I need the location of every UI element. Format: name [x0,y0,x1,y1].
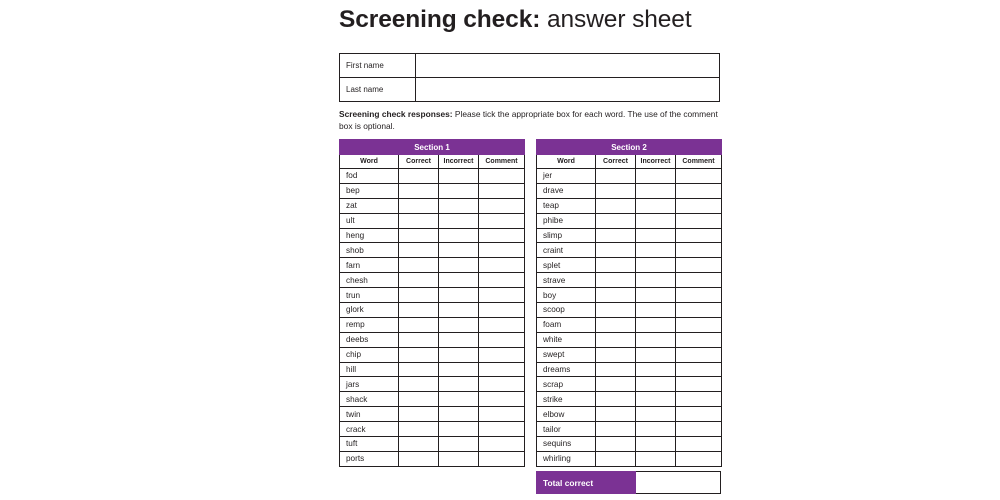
correct-checkbox[interactable] [596,303,636,318]
incorrect-checkbox[interactable] [636,198,676,213]
incorrect-checkbox[interactable] [636,213,676,228]
word-row [340,362,525,377]
comment-field[interactable] [676,288,722,303]
correct-checkbox[interactable] [399,407,439,422]
comment-field[interactable] [479,169,525,184]
word-row [537,169,722,184]
word-cell: foam [537,317,596,332]
incorrect-checkbox[interactable] [439,303,479,318]
incorrect-checkbox[interactable] [636,228,676,243]
word-row [537,347,722,362]
incorrect-checkbox[interactable] [636,362,676,377]
word-row [537,317,722,332]
word-row [340,407,525,422]
comment-field[interactable] [676,451,722,466]
word-cell: boy [537,288,596,303]
word-row [340,213,525,228]
word-row [340,422,525,437]
incorrect-checkbox[interactable] [636,258,676,273]
incorrect-checkbox[interactable] [439,451,479,466]
word-cell: shob [340,243,399,258]
incorrect-checkbox[interactable] [636,347,676,362]
incorrect-checkbox[interactable] [636,437,676,452]
word-cell: strave [537,273,596,288]
incorrect-checkbox[interactable] [636,273,676,288]
word-cell: ports [340,451,399,466]
incorrect-checkbox[interactable] [636,422,676,437]
word-cell: scoop [537,303,596,318]
comment-field[interactable] [676,422,722,437]
word-row [340,392,525,407]
comment-field[interactable] [479,228,525,243]
total-correct-field[interactable] [636,472,721,494]
column-header-word: Word [340,155,399,169]
incorrect-checkbox[interactable] [439,332,479,347]
comment-field[interactable] [676,198,722,213]
correct-checkbox[interactable] [596,288,636,303]
correct-checkbox[interactable] [596,451,636,466]
comment-field[interactable] [676,303,722,318]
incorrect-checkbox[interactable] [439,213,479,228]
section-2-title: Section 2 [537,140,722,155]
word-row [340,451,525,466]
word-cell: jars [340,377,399,392]
comment-field[interactable] [479,451,525,466]
word-cell: shack [340,392,399,407]
instructions [339,109,719,132]
incorrect-checkbox[interactable] [439,377,479,392]
word-cell: tuft [340,437,399,452]
correct-checkbox[interactable] [596,347,636,362]
word-row [537,273,722,288]
incorrect-checkbox[interactable] [636,392,676,407]
incorrect-checkbox[interactable] [439,243,479,258]
comment-field[interactable] [479,273,525,288]
incorrect-checkbox[interactable] [636,317,676,332]
first-name-field[interactable] [416,54,720,78]
correct-checkbox[interactable] [596,258,636,273]
total-correct-label: Total correct [537,472,636,494]
word-cell: farn [340,258,399,273]
word-cell: scrap [537,377,596,392]
incorrect-checkbox[interactable] [439,362,479,377]
comment-field[interactable] [479,362,525,377]
correct-checkbox[interactable] [596,392,636,407]
instructions-heading: Screening check responses: [339,109,453,119]
correct-checkbox[interactable] [399,183,439,198]
column-header-incorrect: Incorrect [439,155,479,169]
comment-field[interactable] [676,377,722,392]
incorrect-checkbox[interactable] [439,392,479,407]
comment-field[interactable] [676,273,722,288]
incorrect-checkbox[interactable] [636,169,676,184]
word-row [537,362,722,377]
incorrect-checkbox[interactable] [439,407,479,422]
word-cell: dreams [537,362,596,377]
correct-checkbox[interactable] [596,213,636,228]
incorrect-checkbox[interactable] [439,183,479,198]
comment-field[interactable] [676,228,722,243]
word-row [537,437,722,452]
word-cell: twin [340,407,399,422]
incorrect-checkbox[interactable] [636,183,676,198]
correct-checkbox[interactable] [596,362,636,377]
column-header-correct: Correct [399,155,439,169]
comment-field[interactable] [479,347,525,362]
incorrect-checkbox[interactable] [439,317,479,332]
word-cell: bep [340,183,399,198]
correct-checkbox[interactable] [596,407,636,422]
page-title-bold: Screening check: [339,6,541,33]
word-row [537,213,722,228]
incorrect-checkbox[interactable] [439,273,479,288]
word-cell: chesh [340,273,399,288]
correct-checkbox[interactable] [399,288,439,303]
instructions-text: Please tick the appropriate box for each word. The use of the comment box is optional. [339,109,718,131]
incorrect-checkbox[interactable] [439,258,479,273]
section-1-body [340,169,525,467]
comment-field[interactable] [479,183,525,198]
word-row [340,228,525,243]
incorrect-checkbox[interactable] [439,198,479,213]
word-row [537,198,722,213]
section-2-table [536,139,722,467]
word-row [537,258,722,273]
column-header-correct: Correct [596,155,636,169]
word-row [340,243,525,258]
word-cell: remp [340,317,399,332]
column-header-comment: Comment [479,155,525,169]
word-cell: strike [537,392,596,407]
comment-field[interactable] [479,288,525,303]
correct-checkbox[interactable] [399,303,439,318]
word-row [340,169,525,184]
correct-checkbox[interactable] [596,273,636,288]
word-row [537,288,722,303]
word-cell: sequins [537,437,596,452]
incorrect-checkbox[interactable] [636,377,676,392]
correct-checkbox[interactable] [596,317,636,332]
incorrect-checkbox[interactable] [439,169,479,184]
word-cell: elbow [537,407,596,422]
word-cell: teap [537,198,596,213]
word-cell: hill [340,362,399,377]
word-cell: glork [340,303,399,318]
incorrect-checkbox[interactable] [439,422,479,437]
correct-checkbox[interactable] [399,169,439,184]
correct-checkbox[interactable] [399,392,439,407]
column-header-word: Word [537,155,596,169]
correct-checkbox[interactable] [596,422,636,437]
comment-field[interactable] [676,347,722,362]
correct-checkbox[interactable] [399,347,439,362]
comment-field[interactable] [479,317,525,332]
correct-checkbox[interactable] [399,437,439,452]
incorrect-checkbox[interactable] [636,451,676,466]
word-cell: drave [537,183,596,198]
comment-field[interactable] [676,317,722,332]
comment-field[interactable] [479,437,525,452]
correct-checkbox[interactable] [399,422,439,437]
word-row [340,273,525,288]
comment-field[interactable] [479,407,525,422]
incorrect-checkbox[interactable] [636,407,676,422]
incorrect-checkbox[interactable] [439,288,479,303]
comment-field[interactable] [676,392,722,407]
section-1-table [339,139,525,467]
comment-field[interactable] [479,243,525,258]
correct-checkbox[interactable] [399,273,439,288]
comment-field[interactable] [479,377,525,392]
comment-field[interactable] [479,422,525,437]
last-name-field[interactable] [416,78,720,102]
correct-checkbox[interactable] [399,451,439,466]
correct-checkbox[interactable] [399,228,439,243]
word-cell: fod [340,169,399,184]
correct-checkbox[interactable] [399,258,439,273]
word-row [537,228,722,243]
correct-checkbox[interactable] [399,362,439,377]
word-row [340,437,525,452]
word-cell: zat [340,198,399,213]
word-row [537,243,722,258]
word-cell: ult [340,213,399,228]
word-cell: crack [340,422,399,437]
comment-field[interactable] [479,258,525,273]
word-cell: white [537,332,596,347]
correct-checkbox[interactable] [399,332,439,347]
comment-field[interactable] [479,198,525,213]
correct-checkbox[interactable] [399,243,439,258]
word-row [537,392,722,407]
incorrect-checkbox[interactable] [636,303,676,318]
comment-field[interactable] [676,243,722,258]
section-2-body [537,169,722,467]
word-cell: whirling [537,451,596,466]
word-row [537,377,722,392]
word-cell: trun [340,288,399,303]
comment-field[interactable] [676,258,722,273]
incorrect-checkbox[interactable] [439,347,479,362]
correct-checkbox[interactable] [596,228,636,243]
incorrect-checkbox[interactable] [439,437,479,452]
word-cell: slimp [537,228,596,243]
word-cell: heng [340,228,399,243]
word-row [340,317,525,332]
word-cell: tailor [537,422,596,437]
correct-checkbox[interactable] [596,183,636,198]
column-header-incorrect: Incorrect [636,155,676,169]
section-1-title: Section 1 [340,140,525,155]
incorrect-checkbox[interactable] [636,332,676,347]
word-row [340,183,525,198]
correct-checkbox[interactable] [399,213,439,228]
page-title [339,5,692,35]
column-header-comment: Comment [676,155,722,169]
correct-checkbox[interactable] [596,332,636,347]
correct-checkbox[interactable] [596,243,636,258]
word-row [537,451,722,466]
word-cell: swept [537,347,596,362]
word-cell: craint [537,243,596,258]
correct-checkbox[interactable] [596,437,636,452]
comment-field[interactable] [676,213,722,228]
word-row [340,377,525,392]
last-name-label: Last name [340,78,416,102]
word-row [340,288,525,303]
word-cell: jer [537,169,596,184]
incorrect-checkbox[interactable] [439,228,479,243]
correct-checkbox[interactable] [596,377,636,392]
page-title-rest: answer sheet [540,6,692,33]
word-cell: deebs [340,332,399,347]
word-row [340,347,525,362]
word-row [537,422,722,437]
comment-field[interactable] [676,169,722,184]
correct-checkbox[interactable] [596,198,636,213]
word-row [340,332,525,347]
correct-checkbox[interactable] [596,169,636,184]
total-correct-box [536,471,721,494]
word-cell: chip [340,347,399,362]
comment-field[interactable] [676,332,722,347]
comment-field[interactable] [676,437,722,452]
first-name-label: First name [340,54,416,78]
comment-field[interactable] [676,183,722,198]
comment-field[interactable] [676,407,722,422]
correct-checkbox[interactable] [399,377,439,392]
word-row [537,407,722,422]
incorrect-checkbox[interactable] [636,288,676,303]
correct-checkbox[interactable] [399,317,439,332]
word-row [537,183,722,198]
word-cell: splet [537,258,596,273]
correct-checkbox[interactable] [399,198,439,213]
word-row [537,332,722,347]
word-row [537,303,722,318]
comment-field[interactable] [676,362,722,377]
comment-field[interactable] [479,332,525,347]
first-name-row [340,54,720,78]
last-name-row [340,78,720,102]
comment-field[interactable] [479,213,525,228]
word-row [340,303,525,318]
incorrect-checkbox[interactable] [636,243,676,258]
comment-field[interactable] [479,392,525,407]
word-cell: phibe [537,213,596,228]
comment-field[interactable] [479,303,525,318]
name-box [339,53,720,102]
word-row [340,258,525,273]
word-row [340,198,525,213]
